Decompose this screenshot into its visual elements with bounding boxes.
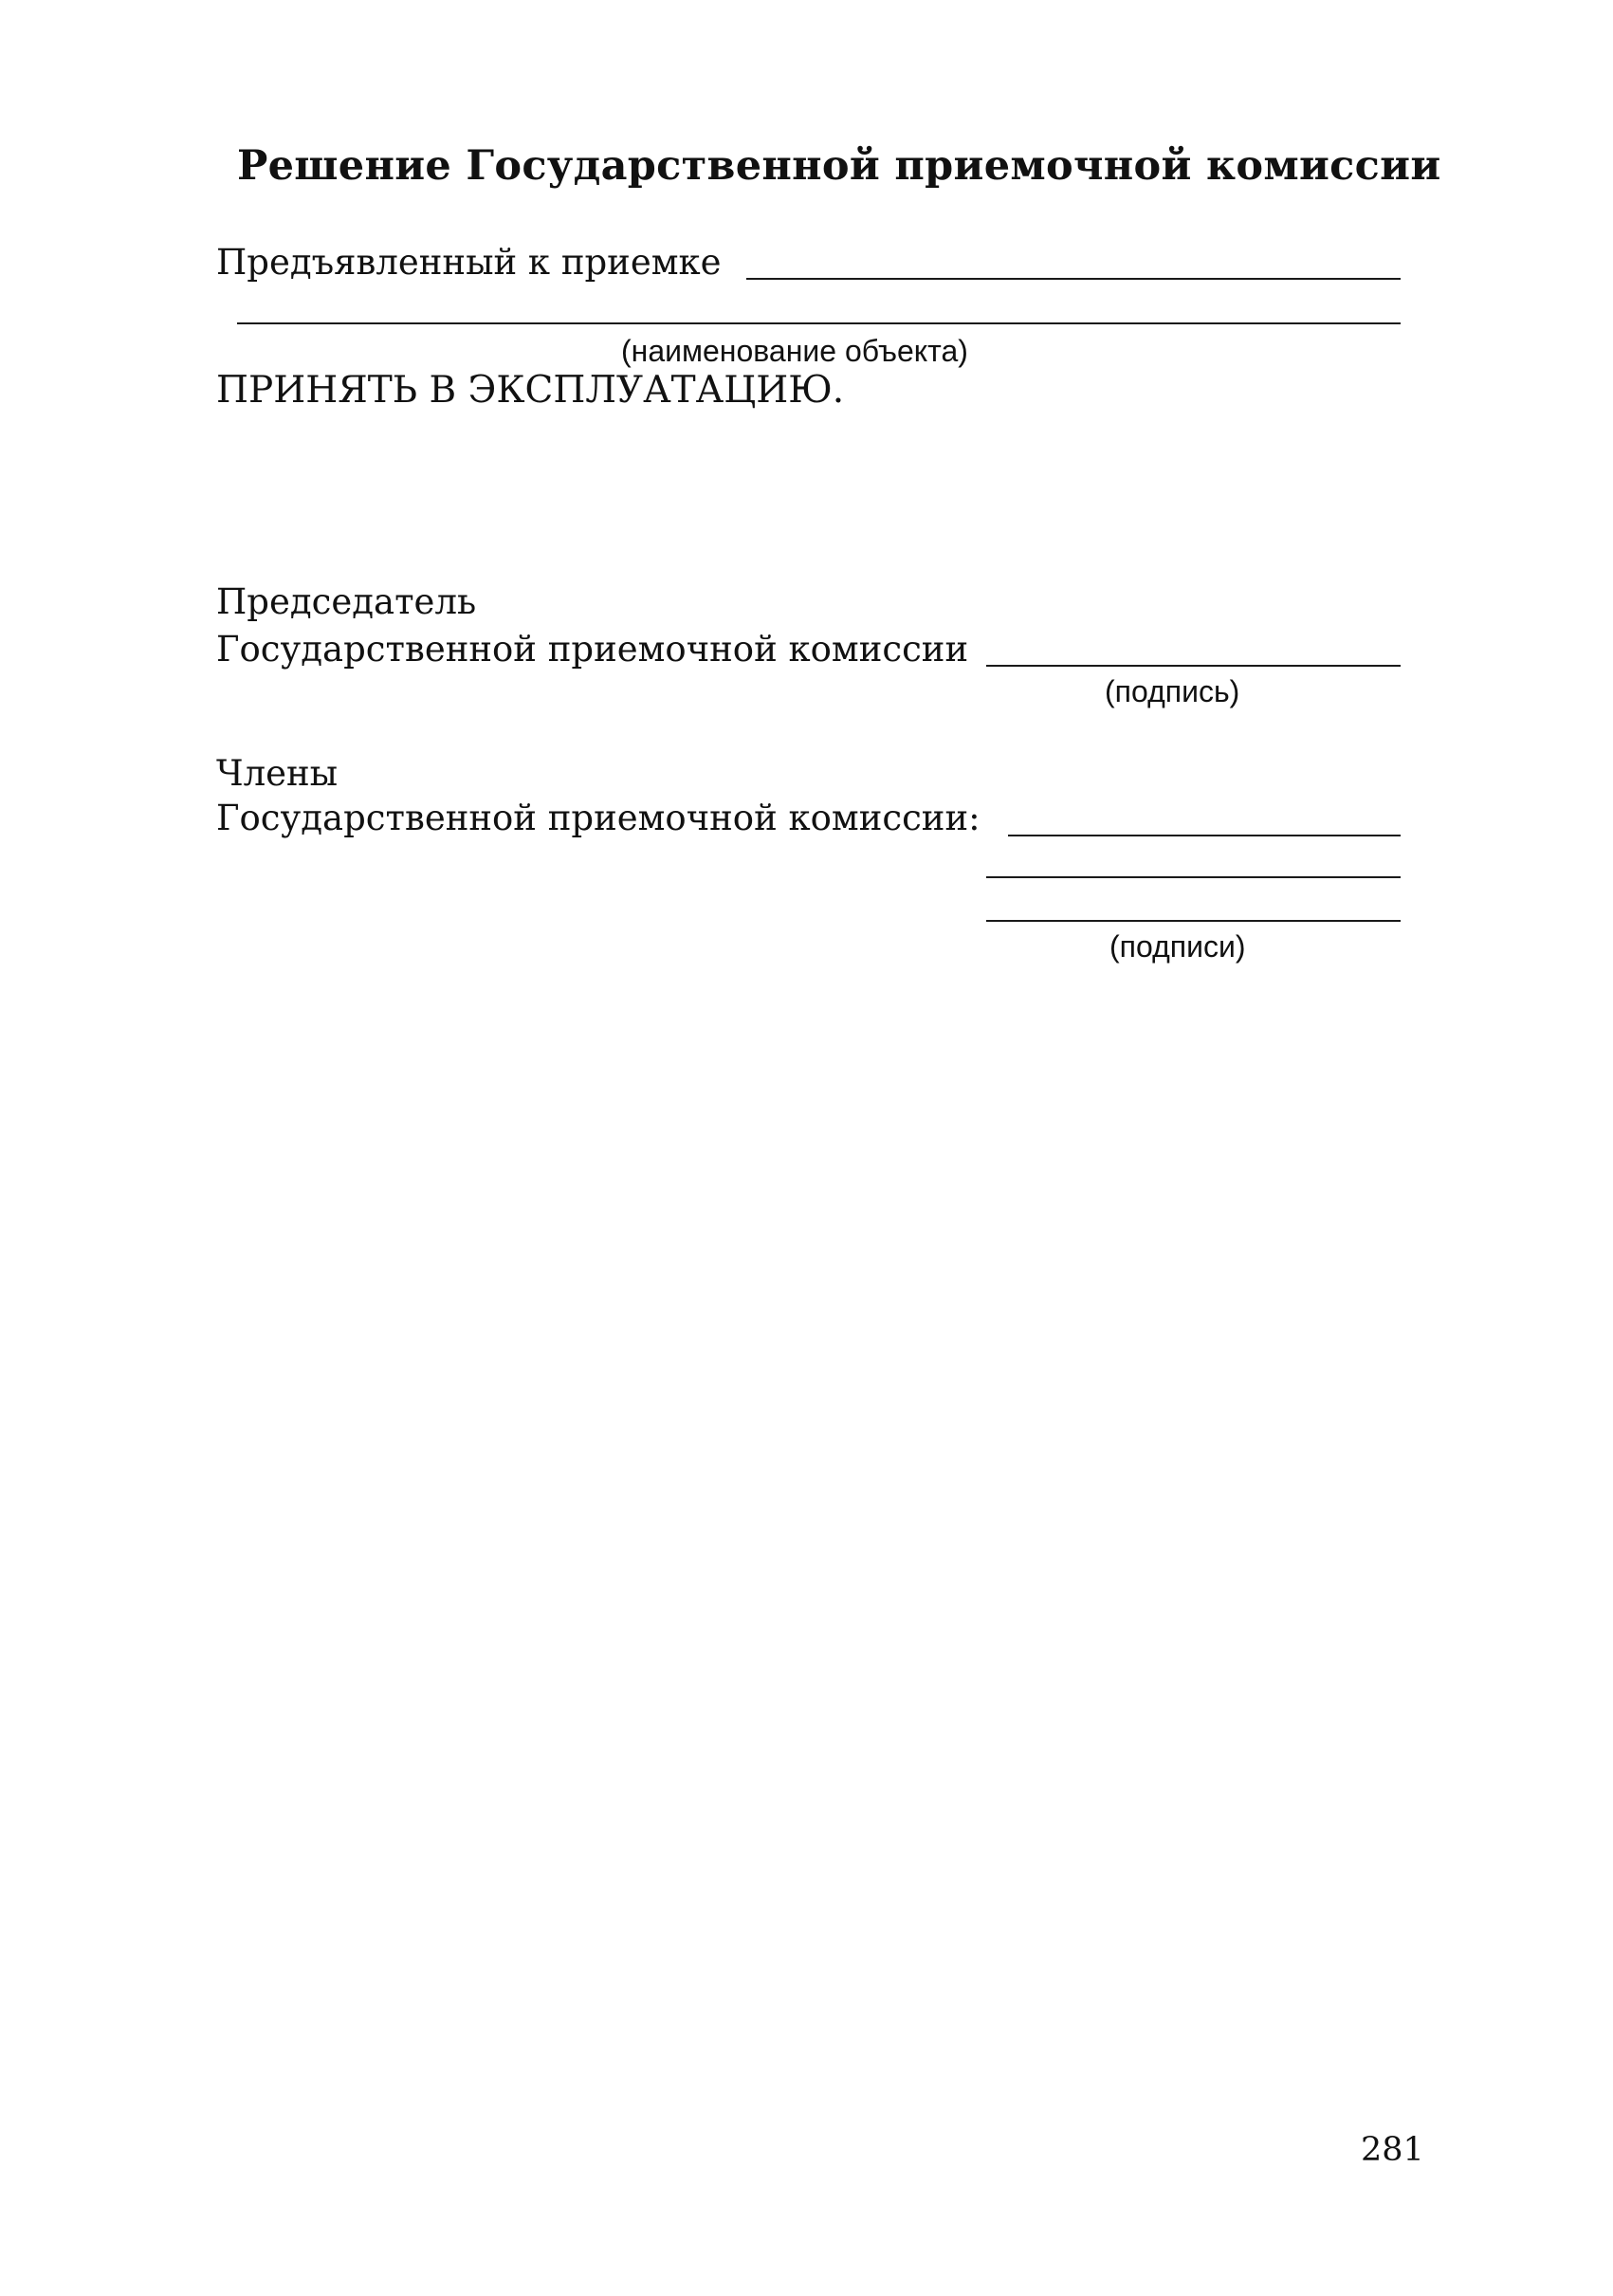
chairman-signature-caption: (подпись)	[1105, 674, 1240, 708]
member-signature-line-3	[986, 920, 1401, 922]
presented-label: Предъявленный к приемке	[216, 242, 722, 283]
member-signature-line-1	[1008, 835, 1401, 836]
object-name-line-1	[746, 278, 1401, 280]
page-number: 281	[1361, 2131, 1424, 2169]
chairman-commission: Государственной приемочной комиссии	[216, 629, 969, 670]
members-signatures-caption: (подписи)	[1109, 929, 1246, 964]
members-title: Члены	[216, 753, 339, 794]
decision-text: ПРИНЯТЬ В ЭКСПЛУАТАЦИЮ.	[216, 369, 845, 412]
document-title: Решение Государственной приемочной комиссии	[237, 142, 1441, 190]
members-commission: Государственной приемочной комиссии:	[216, 798, 981, 838]
chairman-title: Председатель	[216, 581, 477, 622]
object-name-line-2	[237, 322, 1401, 324]
chairman-signature-line	[986, 665, 1401, 667]
object-name-caption: (наименование объекта)	[621, 334, 968, 368]
member-signature-line-2	[986, 876, 1401, 878]
